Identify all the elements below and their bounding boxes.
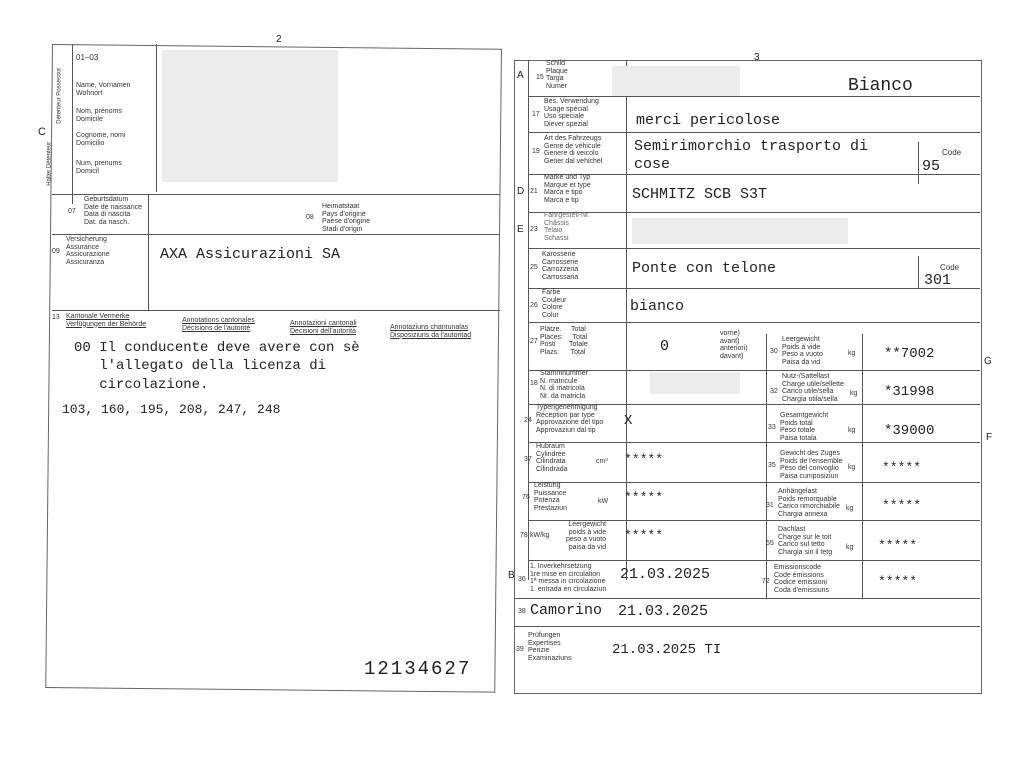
redacted-matricule <box>650 372 740 394</box>
f26-num: 26 <box>530 302 538 309</box>
f24-label: Typengenehmigung Réception par type Approvazione del tipo Approvaziun dal tip <box>536 404 604 434</box>
make-model-value: SCHMITZ SCB S3T <box>632 186 768 203</box>
vehicle-type-value: Semirimorchio trasporto di cose <box>634 138 869 173</box>
f09-num: 09 <box>52 248 60 255</box>
f18-label: Stammnummer N. matricule N. di matricola Nr. da matricla <box>540 370 588 400</box>
f25-code: 301 <box>924 272 952 289</box>
f17-label: Bes. Verwendung Usage spécial Uso speciale Diever spezial <box>544 98 599 128</box>
f15-label: Schild Plaque Targa Numer <box>546 60 568 90</box>
total-weight-value: *39000 <box>884 423 935 439</box>
f35-num: 35 <box>768 462 776 469</box>
f38-num: 38 <box>518 608 526 615</box>
marker-f: F <box>986 432 993 443</box>
f55-label: Dachlast Charge sur le toit Carico sul tetto Chargia sin il tetg <box>778 526 833 556</box>
roof-load-value: ***** <box>878 538 918 553</box>
f36-label: 1. Inverkehrsetzung 1re mise en circulation 1ª messa in circolazione 1. entrada en circulaziun <box>530 563 607 593</box>
f27-num: 27 <box>530 338 538 345</box>
type-approval-value: X <box>624 413 633 429</box>
name-field-rm: Num, prenums Domicil <box>76 160 122 175</box>
seats-note: vorne) avant) anteriori) davant) <box>720 330 748 360</box>
f21-label: Marke und Typ Marque et type Marca e tipo Marca e tip <box>544 174 591 204</box>
f19-code: 95 <box>922 158 941 175</box>
f30-num: 30 <box>770 348 778 355</box>
f37-label: Hubraum Cylindrée Cilindrata Cilindrada <box>536 443 568 473</box>
f78-num: 78 <box>520 532 528 539</box>
f35-label: Gewicht des Zuges Poids de l'ensemble Peso del convoglio Paisa cumposiziun <box>780 450 843 480</box>
towing-value: ***** <box>882 498 922 513</box>
f13-num: 13 <box>52 314 60 321</box>
f08-num: 08 <box>306 214 314 221</box>
f21-num: 21 <box>530 188 538 195</box>
f35-unit: kg <box>848 464 856 471</box>
f76-num: 76 <box>522 494 530 501</box>
issue-date: 21.03.2025 <box>618 603 709 620</box>
left-page-number: 2 <box>276 34 282 45</box>
redacted-holder-name <box>162 50 338 182</box>
marker-e: E <box>517 224 524 235</box>
f08-label: Heimatstaat Pays d'origine Paese d'origine Stadi d'origin <box>322 203 371 233</box>
f27-label: Plätze. Total Places: Total Posti Totale Plazs: Total <box>540 326 588 356</box>
f19-code-label: Code <box>942 148 962 157</box>
f30-unit: kg <box>848 350 856 357</box>
f39-num: 39 <box>516 646 524 653</box>
annotation-line-4: 103, 160, 195, 208, 247, 248 <box>62 402 281 417</box>
annot-header-it: Annotazioni cantonali Decisioni dell'autorità <box>290 320 357 335</box>
body-value: Ponte con telone <box>632 260 777 277</box>
issue-place: Camorino <box>530 602 603 619</box>
redacted-plate <box>612 66 740 96</box>
f32-unit: kg <box>850 390 858 397</box>
f19-label: Art des Fahrzeugs Genre de véhicule Genere di veicolo Gener dal vehichel <box>544 135 603 165</box>
emission-code-value: ***** <box>878 574 918 589</box>
f78-label: kW/kg <box>530 532 550 539</box>
f25-label: Karosserie Carrosserie Carrozzeria Carrossaria <box>542 251 579 281</box>
power-weight-value: ***** <box>624 528 664 543</box>
marker-d: D <box>517 186 525 197</box>
annotation-line-2: l'allegato della licenza di <box>74 358 327 374</box>
f25-num: 25 <box>530 264 538 271</box>
f17-num: 17 <box>532 111 540 118</box>
f09-label: Versicherung Assurance Assicurazione Assicuranza <box>66 236 110 266</box>
f39-label: Prüfungen Expertises Perizie Examinaziuns <box>528 632 572 662</box>
f30-label: Leergewicht Poids à vide Peso a vuoto Paisa da vid <box>782 336 823 366</box>
f33-unit: kg <box>848 427 856 434</box>
f72-num: 72 <box>762 578 770 585</box>
f24-num: 24 <box>524 417 532 424</box>
displacement-value: ***** <box>624 452 664 467</box>
special-use-value: merci pericolose <box>636 112 781 129</box>
right-page-number: 3 <box>754 52 760 63</box>
f19-num: 19 <box>532 148 540 155</box>
f31-num: 31 <box>766 502 774 509</box>
holder-vertical-label-2: Détenteur Possessor <box>56 67 63 124</box>
annotation-line-1: 00 Il conducente deve avere con sè <box>74 340 360 356</box>
combination-weight-value: ***** <box>882 460 922 475</box>
f23-num: 23 <box>530 226 538 233</box>
redacted-chassis <box>632 218 848 244</box>
holder-vertical-label: Halter Détenteur <box>46 141 53 186</box>
empty-weight-value: **7002 <box>884 346 935 362</box>
f32-num: 32 <box>770 388 778 395</box>
name-field-fr: Nom, prénoms Domicile <box>76 108 122 123</box>
seats-value: 0 <box>660 338 670 355</box>
color-value: bianco <box>630 298 685 315</box>
f31-unit: kg <box>846 505 854 512</box>
marker-a: A <box>517 70 524 81</box>
c-marker: C <box>38 126 46 138</box>
annot-header-fr: Annotations cantonales Décisions de l'autorité <box>182 317 255 332</box>
f32-label: Nutz-/Sattellast Charge utile/sellette Carico utile/sella Chargia utila/sella <box>782 373 844 403</box>
plate-color: Bianco <box>848 76 913 96</box>
insurer-name: AXA Assicurazioni SA <box>160 246 341 263</box>
f36-num: 36 <box>518 576 526 583</box>
annot-header-rm: Annotaziuns chantunalas Disposiziuns da l'autoritad <box>390 324 472 339</box>
f33-label: Gesamtgewicht Poids total Peso totale Paisa totala <box>780 412 829 442</box>
serial-number: 12134627 <box>364 658 472 680</box>
f18-num: 18 <box>530 380 538 387</box>
f07-label: Geburtsdatum Date de naissance Data di nascita Dat. da nasch. <box>84 196 142 226</box>
marker-b: B <box>508 570 515 581</box>
name-field-de: Name, Vornamen Wohnort <box>76 82 131 97</box>
annot-header-de: Kantonale Vermerke Verfügungen der Behörde <box>66 313 147 328</box>
f33-num: 33 <box>768 424 776 431</box>
f26-label: Farbe Couleur Colore Colur <box>542 289 567 319</box>
holder-code: 01–03 <box>76 53 99 62</box>
name-field-it: Cognome, nomi Domicilio <box>76 132 126 147</box>
annotation-line-3: circolazione. <box>74 377 209 393</box>
f76-label: Leistung Puissance Potenza Prestaziun <box>534 482 568 512</box>
f78-sublabel: Leergewicht poids à vide peso a vuoto paisa da vid <box>566 521 607 551</box>
f76-unit: kW <box>598 498 609 505</box>
power-value: ***** <box>624 490 664 505</box>
f55-num: 55 <box>766 540 774 547</box>
f31-label: Anhängelast Poids remorquable Carico rimorchiabile Chargia annexa <box>778 488 840 518</box>
inspection-value: 21.03.2025 TI <box>612 642 722 658</box>
f07-num: 07 <box>68 208 76 215</box>
payload-value: *31998 <box>884 384 935 400</box>
f23-label: Fahrgestell-Nr. Châssis Telaio Schassi <box>544 212 590 242</box>
first-registration-value: 21.03.2025 <box>620 566 711 583</box>
f37-unit: cm³ <box>596 458 608 465</box>
f15-num: 15 <box>536 74 544 81</box>
f55-unit: kg <box>846 544 854 551</box>
f72-label: Emissionscode Code émissions Codice emissioni Coda d'emissiuns <box>774 564 830 594</box>
f37-num: 37 <box>524 456 532 463</box>
marker-g: G <box>984 356 992 367</box>
f25-code-label: Code <box>940 263 960 272</box>
